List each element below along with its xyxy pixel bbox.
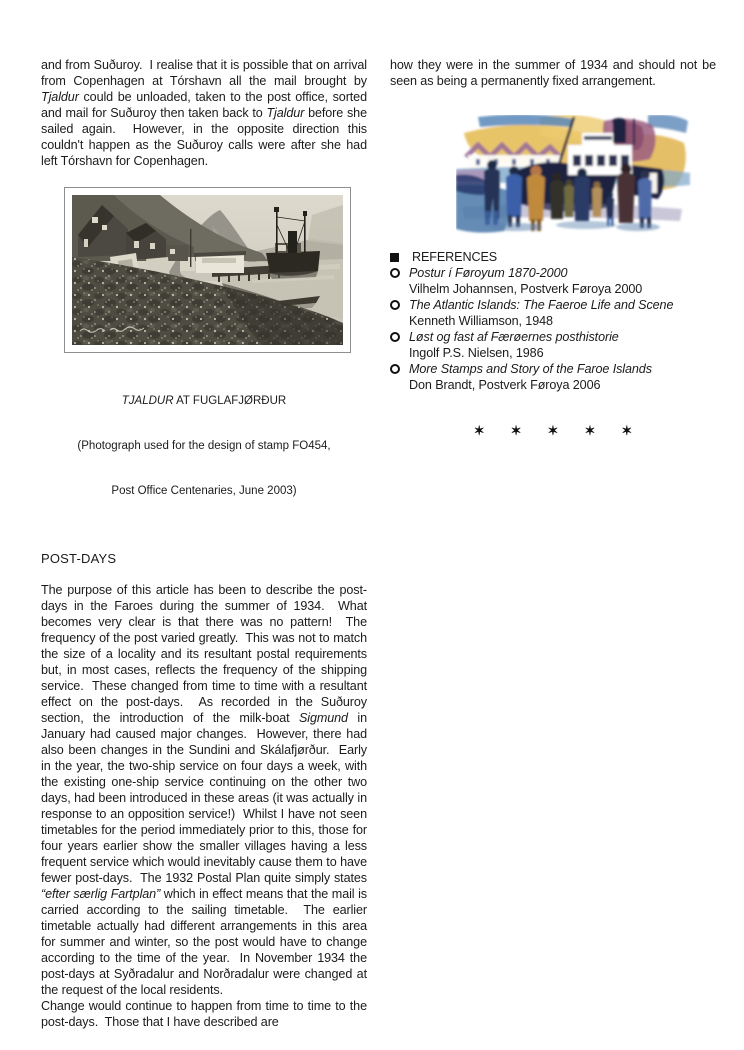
reference-title: Postur í Føroyum 1870-2000: [409, 266, 568, 280]
right-column: [390, 57, 720, 439]
photo-frame: [64, 187, 351, 353]
photo-caption-line3: Post Office Centenaries, June 2003): [111, 485, 297, 497]
paragraph-summer-1934: how they were in the summer of 1934 and should not be seen as being a permanently fixed arrangement.: [390, 58, 720, 88]
photo-caption: [41, 364, 367, 529]
reference-item: [390, 265, 716, 297]
watercolor-quay-illustration: [456, 115, 692, 237]
photo-caption-title: TJALDUR AT FUGLAFJØRÐUR: [121, 395, 287, 407]
reference-entry: [409, 361, 716, 393]
reference-entry: [409, 297, 716, 329]
reference-author: Vilhelm Johannsen, Postverk Føroya 2000: [409, 282, 643, 296]
circle-bullet-icon: [390, 300, 400, 310]
reference-entry: [409, 329, 716, 361]
paragraph-change-continue: Change would continue to happen from time to time to the post-days. Those that I have described are: [41, 999, 371, 1029]
asterisk-icon: ✶: [473, 423, 485, 438]
reference-entry: [409, 265, 716, 297]
left-column: [41, 57, 371, 1030]
reference-author: Ingolf P.S. Nielsen, 1986: [409, 346, 544, 360]
photo-caption-line2: (Photograph used for the design of stamp FO454,: [77, 440, 331, 452]
paragraph-suduroy-mail: and from Suðuroy. I realise that it is possible that on arrival from Copenhagen at Tórshavn all the mail brought by Tjaldur could be unloaded, taken to the post office, sorted and mail for Suðuroy then taken back to Tjaldur before she sailed again. However, in the opposite direction this couldn't happen as the Suðuroy calls were after she had left Tórshavn for Copenhagen.: [41, 58, 371, 168]
reference-item: [390, 361, 716, 393]
circle-bullet-icon: [390, 332, 400, 342]
harbour-photo-tjaldur: [72, 195, 343, 345]
reference-item: [390, 297, 716, 329]
circle-bullet-icon: [390, 364, 400, 374]
reference-title: More Stamps and Story of the Faroe Islands: [409, 362, 652, 376]
square-bullet-icon: [390, 253, 399, 262]
asterisk-icon: ✶: [621, 423, 633, 438]
reference-title: The Atlantic Islands: The Faeroe Life and Scene: [409, 298, 674, 312]
reference-title: Løst og fast af Færøernes posthistorie: [409, 330, 619, 344]
asterisk-icon: ✶: [584, 423, 596, 438]
asterisk-icon: ✶: [510, 423, 522, 438]
photo-figure: [41, 187, 367, 529]
circle-bullet-icon: [390, 268, 400, 278]
references-heading-row: [390, 249, 716, 265]
reference-author: Don Brandt, Postverk Føroya 2006: [409, 378, 601, 392]
asterisk-icon: ✶: [547, 423, 559, 438]
references-section: [390, 249, 716, 393]
section-heading-post-days: POST-DAYS: [41, 551, 117, 566]
illustration-figure: [456, 115, 692, 237]
reference-item: [390, 329, 716, 361]
reference-author: Kenneth Williamson, 1948: [409, 314, 553, 328]
paragraph-post-days-main: The purpose of this article has been to describe the post-days in the Faroes during the summer of 1934. What becomes very clear is that there was no pattern! The frequency of the post varied greatly. This was not to match the size of a locality and its resultant postal requirements but, in most cases, reflects the frequency of the shipping service. These changed from time to time with a resultant effect on the post-days. As recorded in the Suðuroy section, the introduction of the milk-boat Sigmund in January had caused major changes. However, there had also been changes in the Sundini and Skálafjørður. Early in the year, the two-ship service on four days a week, with the existing one-ship service continuing on the other two days, had been introduced in these areas (it was actually in response to an opposition service!) Whilst I have not seen timetables for the period immediately prior to this, those for four years earlier show the smaller villages having a less frequent service which would inevitably cause them to have fewer post-days. The 1932 Postal Plan quite simply states “efter særlig Fartplan” which in effect means that the mail is carried according to the sailing timetable. The earlier timetable actually had different arrangements in this area for summer and winter, so the post would have to change according to the time of the year. In November 1934 the post-days at Syðradalur and Norðradalur were changed at the request of the local residents.: [41, 583, 371, 997]
asterisk-separator: [390, 423, 716, 439]
references-heading: REFERENCES: [412, 250, 498, 264]
